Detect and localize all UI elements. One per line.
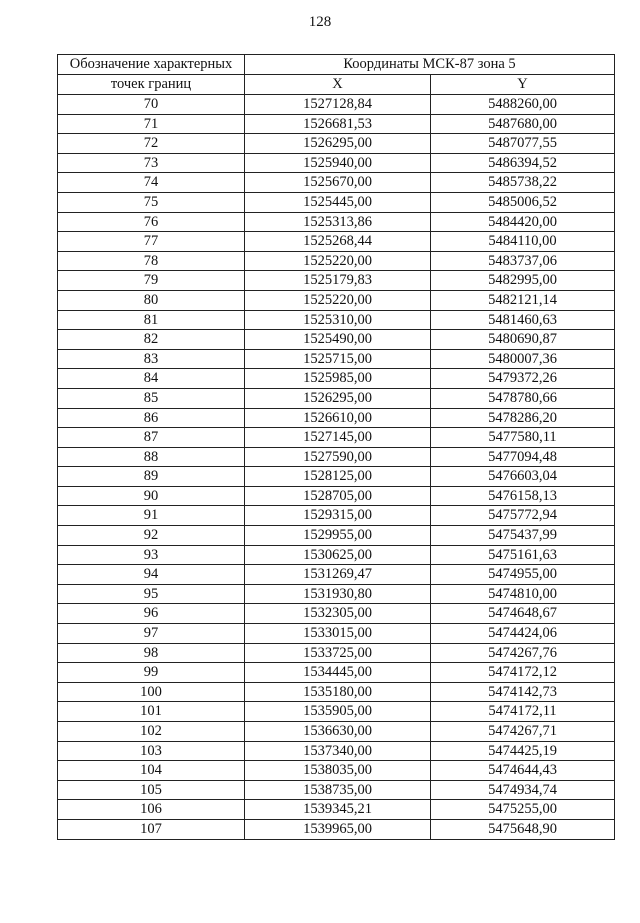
- point-id-cell: 87: [58, 428, 245, 448]
- point-id-cell: 82: [58, 330, 245, 350]
- y-coordinate-cell: 5474425,19: [431, 741, 615, 761]
- y-coordinate-cell: 5480690,87: [431, 330, 615, 350]
- table-row: [58, 761, 615, 781]
- point-id-cell: 83: [58, 349, 245, 369]
- table-row: [58, 722, 615, 742]
- y-coordinate-cell: 5484420,00: [431, 212, 615, 232]
- y-coordinate-cell: 5474267,71: [431, 722, 615, 742]
- y-coordinate-cell: 5480007,36: [431, 349, 615, 369]
- table-row: [58, 114, 615, 134]
- y-coordinate-cell: 5475255,00: [431, 800, 615, 820]
- y-coordinate-cell: 5474142,73: [431, 682, 615, 702]
- point-id-cell: 74: [58, 173, 245, 193]
- x-coordinate-cell: 1534445,00: [245, 663, 431, 683]
- y-coordinate-cell: 5475648,90: [431, 819, 615, 839]
- table-row: [58, 682, 615, 702]
- y-coordinate-cell: 5476158,13: [431, 486, 615, 506]
- coordinates-header: Координаты МСК-87 зона 5: [245, 55, 615, 75]
- point-id-cell: 107: [58, 819, 245, 839]
- y-coordinate-cell: 5477580,11: [431, 428, 615, 448]
- table-body: [58, 95, 615, 840]
- x-coordinate-cell: 1531269,47: [245, 565, 431, 585]
- boundary-coordinates-table: [57, 54, 615, 840]
- x-coordinate-cell: 1527128,84: [245, 95, 431, 115]
- y-column-header: Y: [431, 75, 615, 95]
- point-id-cell: 86: [58, 408, 245, 428]
- table-row: [58, 506, 615, 526]
- table-row: [58, 584, 615, 604]
- table-row: [58, 565, 615, 585]
- x-column-header: X: [245, 75, 431, 95]
- y-coordinate-cell: 5474810,00: [431, 584, 615, 604]
- point-id-cell: 102: [58, 722, 245, 742]
- table-row: [58, 604, 615, 624]
- y-coordinate-cell: 5484110,00: [431, 232, 615, 252]
- y-coordinate-cell: 5485738,22: [431, 173, 615, 193]
- x-coordinate-cell: 1526610,00: [245, 408, 431, 428]
- table-row: [58, 643, 615, 663]
- table-row: [58, 780, 615, 800]
- point-id-cell: 99: [58, 663, 245, 683]
- x-coordinate-cell: 1525715,00: [245, 349, 431, 369]
- table-row: [58, 741, 615, 761]
- y-coordinate-cell: 5488260,00: [431, 95, 615, 115]
- table-row: [58, 428, 615, 448]
- points-header-line1: Обозначение характерных: [58, 55, 245, 75]
- x-coordinate-cell: 1525940,00: [245, 153, 431, 173]
- table-row: [58, 526, 615, 546]
- point-id-cell: 104: [58, 761, 245, 781]
- point-id-cell: 72: [58, 134, 245, 154]
- point-id-cell: 89: [58, 467, 245, 487]
- point-id-cell: 97: [58, 624, 245, 644]
- table-row: [58, 624, 615, 644]
- x-coordinate-cell: 1532305,00: [245, 604, 431, 624]
- table-row: [58, 173, 615, 193]
- y-coordinate-cell: 5482121,14: [431, 290, 615, 310]
- table-row: [58, 369, 615, 389]
- x-coordinate-cell: 1526681,53: [245, 114, 431, 134]
- x-coordinate-cell: 1536630,00: [245, 722, 431, 742]
- x-coordinate-cell: 1525490,00: [245, 330, 431, 350]
- point-id-cell: 75: [58, 192, 245, 212]
- x-coordinate-cell: 1525268,44: [245, 232, 431, 252]
- y-coordinate-cell: 5474267,76: [431, 643, 615, 663]
- point-id-cell: 71: [58, 114, 245, 134]
- point-id-cell: 78: [58, 251, 245, 271]
- y-coordinate-cell: 5474934,74: [431, 780, 615, 800]
- point-id-cell: 88: [58, 447, 245, 467]
- point-id-cell: 79: [58, 271, 245, 291]
- point-id-cell: 92: [58, 526, 245, 546]
- x-coordinate-cell: 1525445,00: [245, 192, 431, 212]
- y-coordinate-cell: 5477094,48: [431, 447, 615, 467]
- x-coordinate-cell: 1539965,00: [245, 819, 431, 839]
- x-coordinate-cell: 1525313,86: [245, 212, 431, 232]
- point-id-cell: 98: [58, 643, 245, 663]
- point-id-cell: 94: [58, 565, 245, 585]
- point-id-cell: 90: [58, 486, 245, 506]
- table-row: [58, 310, 615, 330]
- y-coordinate-cell: 5483737,06: [431, 251, 615, 271]
- point-id-cell: 105: [58, 780, 245, 800]
- table-row: [58, 95, 615, 115]
- point-id-cell: 106: [58, 800, 245, 820]
- point-id-cell: 81: [58, 310, 245, 330]
- page-number: 128: [308, 14, 332, 30]
- x-coordinate-cell: 1531930,80: [245, 584, 431, 604]
- x-coordinate-cell: 1525220,00: [245, 251, 431, 271]
- x-coordinate-cell: 1535180,00: [245, 682, 431, 702]
- x-coordinate-cell: 1528705,00: [245, 486, 431, 506]
- table-row: [58, 408, 615, 428]
- y-coordinate-cell: 5474172,12: [431, 663, 615, 683]
- table-row: [58, 212, 615, 232]
- x-coordinate-cell: 1525985,00: [245, 369, 431, 389]
- y-coordinate-cell: 5475437,99: [431, 526, 615, 546]
- y-coordinate-cell: 5487077,55: [431, 134, 615, 154]
- x-coordinate-cell: 1533725,00: [245, 643, 431, 663]
- y-coordinate-cell: 5474172,11: [431, 702, 615, 722]
- point-id-cell: 85: [58, 388, 245, 408]
- x-coordinate-cell: 1529955,00: [245, 526, 431, 546]
- y-coordinate-cell: 5478286,20: [431, 408, 615, 428]
- point-id-cell: 96: [58, 604, 245, 624]
- x-coordinate-cell: 1525220,00: [245, 290, 431, 310]
- table-row: [58, 232, 615, 252]
- point-id-cell: 103: [58, 741, 245, 761]
- table-row: [58, 271, 615, 291]
- table-row: [58, 545, 615, 565]
- y-coordinate-cell: 5478780,66: [431, 388, 615, 408]
- y-coordinate-cell: 5474648,67: [431, 604, 615, 624]
- table-row: [58, 800, 615, 820]
- point-id-cell: 101: [58, 702, 245, 722]
- y-coordinate-cell: 5475161,63: [431, 545, 615, 565]
- table-row: [58, 467, 615, 487]
- point-id-cell: 76: [58, 212, 245, 232]
- table-row: [58, 663, 615, 683]
- table-row: [58, 702, 615, 722]
- table-header-row-1: [58, 55, 615, 75]
- point-id-cell: 84: [58, 369, 245, 389]
- point-id-cell: 93: [58, 545, 245, 565]
- point-id-cell: 77: [58, 232, 245, 252]
- x-coordinate-cell: 1535905,00: [245, 702, 431, 722]
- x-coordinate-cell: 1538035,00: [245, 761, 431, 781]
- table-row: [58, 486, 615, 506]
- table-row: [58, 819, 615, 839]
- table-row: [58, 134, 615, 154]
- x-coordinate-cell: 1525179,83: [245, 271, 431, 291]
- x-coordinate-cell: 1538735,00: [245, 780, 431, 800]
- y-coordinate-cell: 5481460,63: [431, 310, 615, 330]
- y-coordinate-cell: 5476603,04: [431, 467, 615, 487]
- table-row: [58, 330, 615, 350]
- x-coordinate-cell: 1528125,00: [245, 467, 431, 487]
- y-coordinate-cell: 5485006,52: [431, 192, 615, 212]
- x-coordinate-cell: 1530625,00: [245, 545, 431, 565]
- table-row: [58, 388, 615, 408]
- points-header-line2: точек границ: [58, 75, 245, 95]
- table-row: [58, 153, 615, 173]
- x-coordinate-cell: 1539345,21: [245, 800, 431, 820]
- point-id-cell: 80: [58, 290, 245, 310]
- y-coordinate-cell: 5486394,52: [431, 153, 615, 173]
- point-id-cell: 95: [58, 584, 245, 604]
- x-coordinate-cell: 1527590,00: [245, 447, 431, 467]
- table-header-row-2: [58, 75, 615, 95]
- point-id-cell: 73: [58, 153, 245, 173]
- x-coordinate-cell: 1529315,00: [245, 506, 431, 526]
- x-coordinate-cell: 1526295,00: [245, 388, 431, 408]
- table-row: [58, 251, 615, 271]
- point-id-cell: 100: [58, 682, 245, 702]
- point-id-cell: 91: [58, 506, 245, 526]
- point-id-cell: 70: [58, 95, 245, 115]
- y-coordinate-cell: 5479372,26: [431, 369, 615, 389]
- table-row: [58, 192, 615, 212]
- y-coordinate-cell: 5474644,43: [431, 761, 615, 781]
- y-coordinate-cell: 5475772,94: [431, 506, 615, 526]
- y-coordinate-cell: 5487680,00: [431, 114, 615, 134]
- x-coordinate-cell: 1527145,00: [245, 428, 431, 448]
- table-row: [58, 349, 615, 369]
- x-coordinate-cell: 1525670,00: [245, 173, 431, 193]
- x-coordinate-cell: 1525310,00: [245, 310, 431, 330]
- x-coordinate-cell: 1537340,00: [245, 741, 431, 761]
- y-coordinate-cell: 5482995,00: [431, 271, 615, 291]
- y-coordinate-cell: 5474955,00: [431, 565, 615, 585]
- table-row: [58, 447, 615, 467]
- x-coordinate-cell: 1533015,00: [245, 624, 431, 644]
- table-row: [58, 290, 615, 310]
- y-coordinate-cell: 5474424,06: [431, 624, 615, 644]
- x-coordinate-cell: 1526295,00: [245, 134, 431, 154]
